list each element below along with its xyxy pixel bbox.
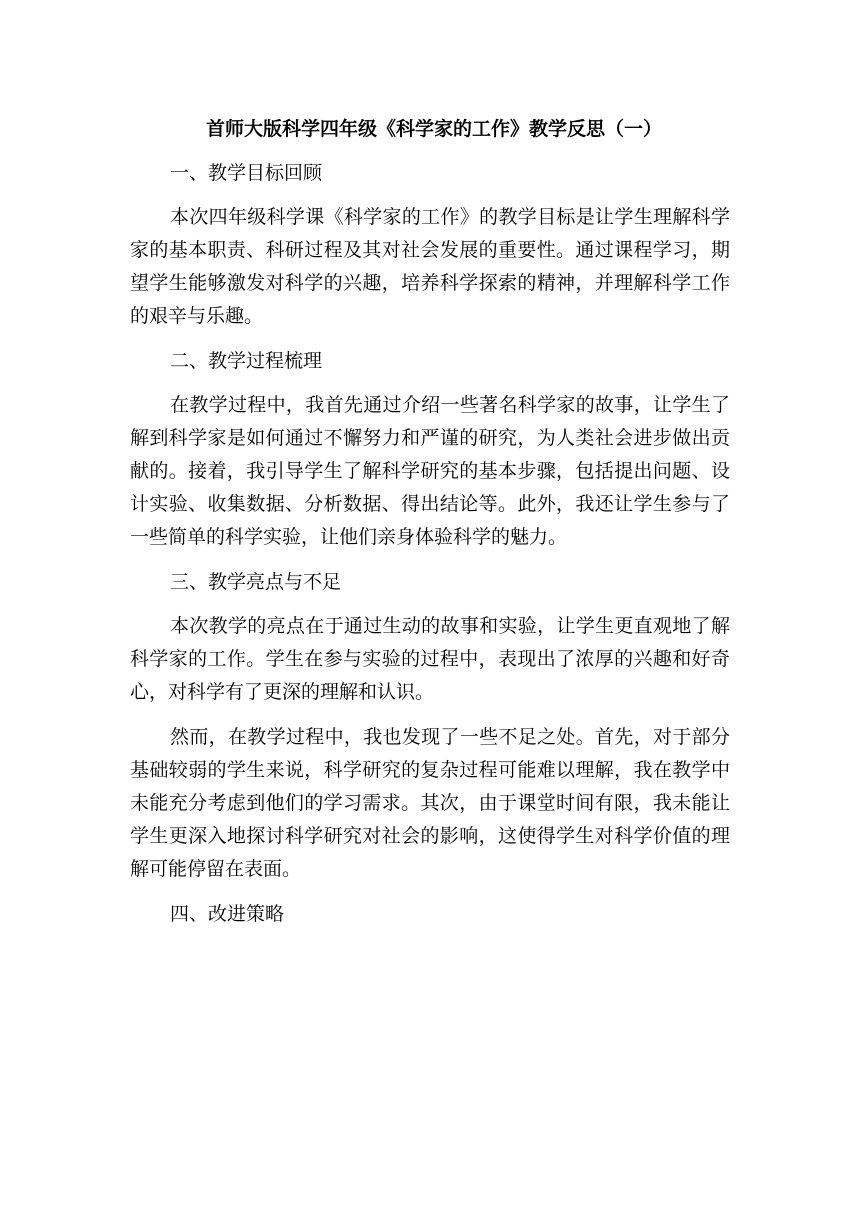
paragraph-teaching-goals: 本次四年级科学课《科学家的工作》的教学目标是让学生理解科学家的基本职责、科研过程及其对社会发展的重要性。通过课程学习，期望学生能够激发对科学的兴趣，培养科学探索的精神，并理解科学工作的艰辛与乐趣。 bbox=[130, 206, 730, 327]
paragraph-teaching-process: 在教学过程中，我首先通过介绍一些著名科学家的故事，让学生了解到科学家是如何通过不懈努力和严谨的研究，为人类社会进步做出贡献的。接着，我引导学生了解科学研究的基本步骤，包括提出问题、设计实验、收集数据、分析数据、得出结论等。此外，我还让学生参与了一些简单的科学实验，让他们亲身体验科学的魅力。 bbox=[130, 394, 730, 548]
document-title: 首师大版科学四年级《科学家的工作》教学反思（一） bbox=[205, 118, 662, 140]
document-body bbox=[130, 113, 730, 942]
section-heading-highlights-shortcomings: 三、教学亮点与不足 bbox=[170, 571, 342, 593]
paragraph-shortcomings: 然而，在教学过程中，我也发现了一些不足之处。首先，对于部分基础较弱的学生来说，科学研究的复杂过程可能难以理解，我在教学中未能充分考虑到他们的学习需求。其次，由于课堂时间有限，我未能让学生更深入地探讨科学研究对社会的影响，这使得学生对科学价值的理解可能停留在表面。 bbox=[130, 726, 730, 880]
section-heading-teaching-process: 二、教学过程梳理 bbox=[170, 350, 323, 372]
section-heading-teaching-goals: 一、教学目标回顾 bbox=[170, 162, 323, 184]
paragraph-highlights: 本次教学的亮点在于通过生动的故事和实验，让学生更直观地了解科学家的工作。学生在参与实验的过程中，表现出了浓厚的兴趣和好奇心，对科学有了更深的理解和认识。 bbox=[130, 615, 730, 703]
section-heading-improvement-strategies: 四、改进策略 bbox=[170, 903, 285, 925]
